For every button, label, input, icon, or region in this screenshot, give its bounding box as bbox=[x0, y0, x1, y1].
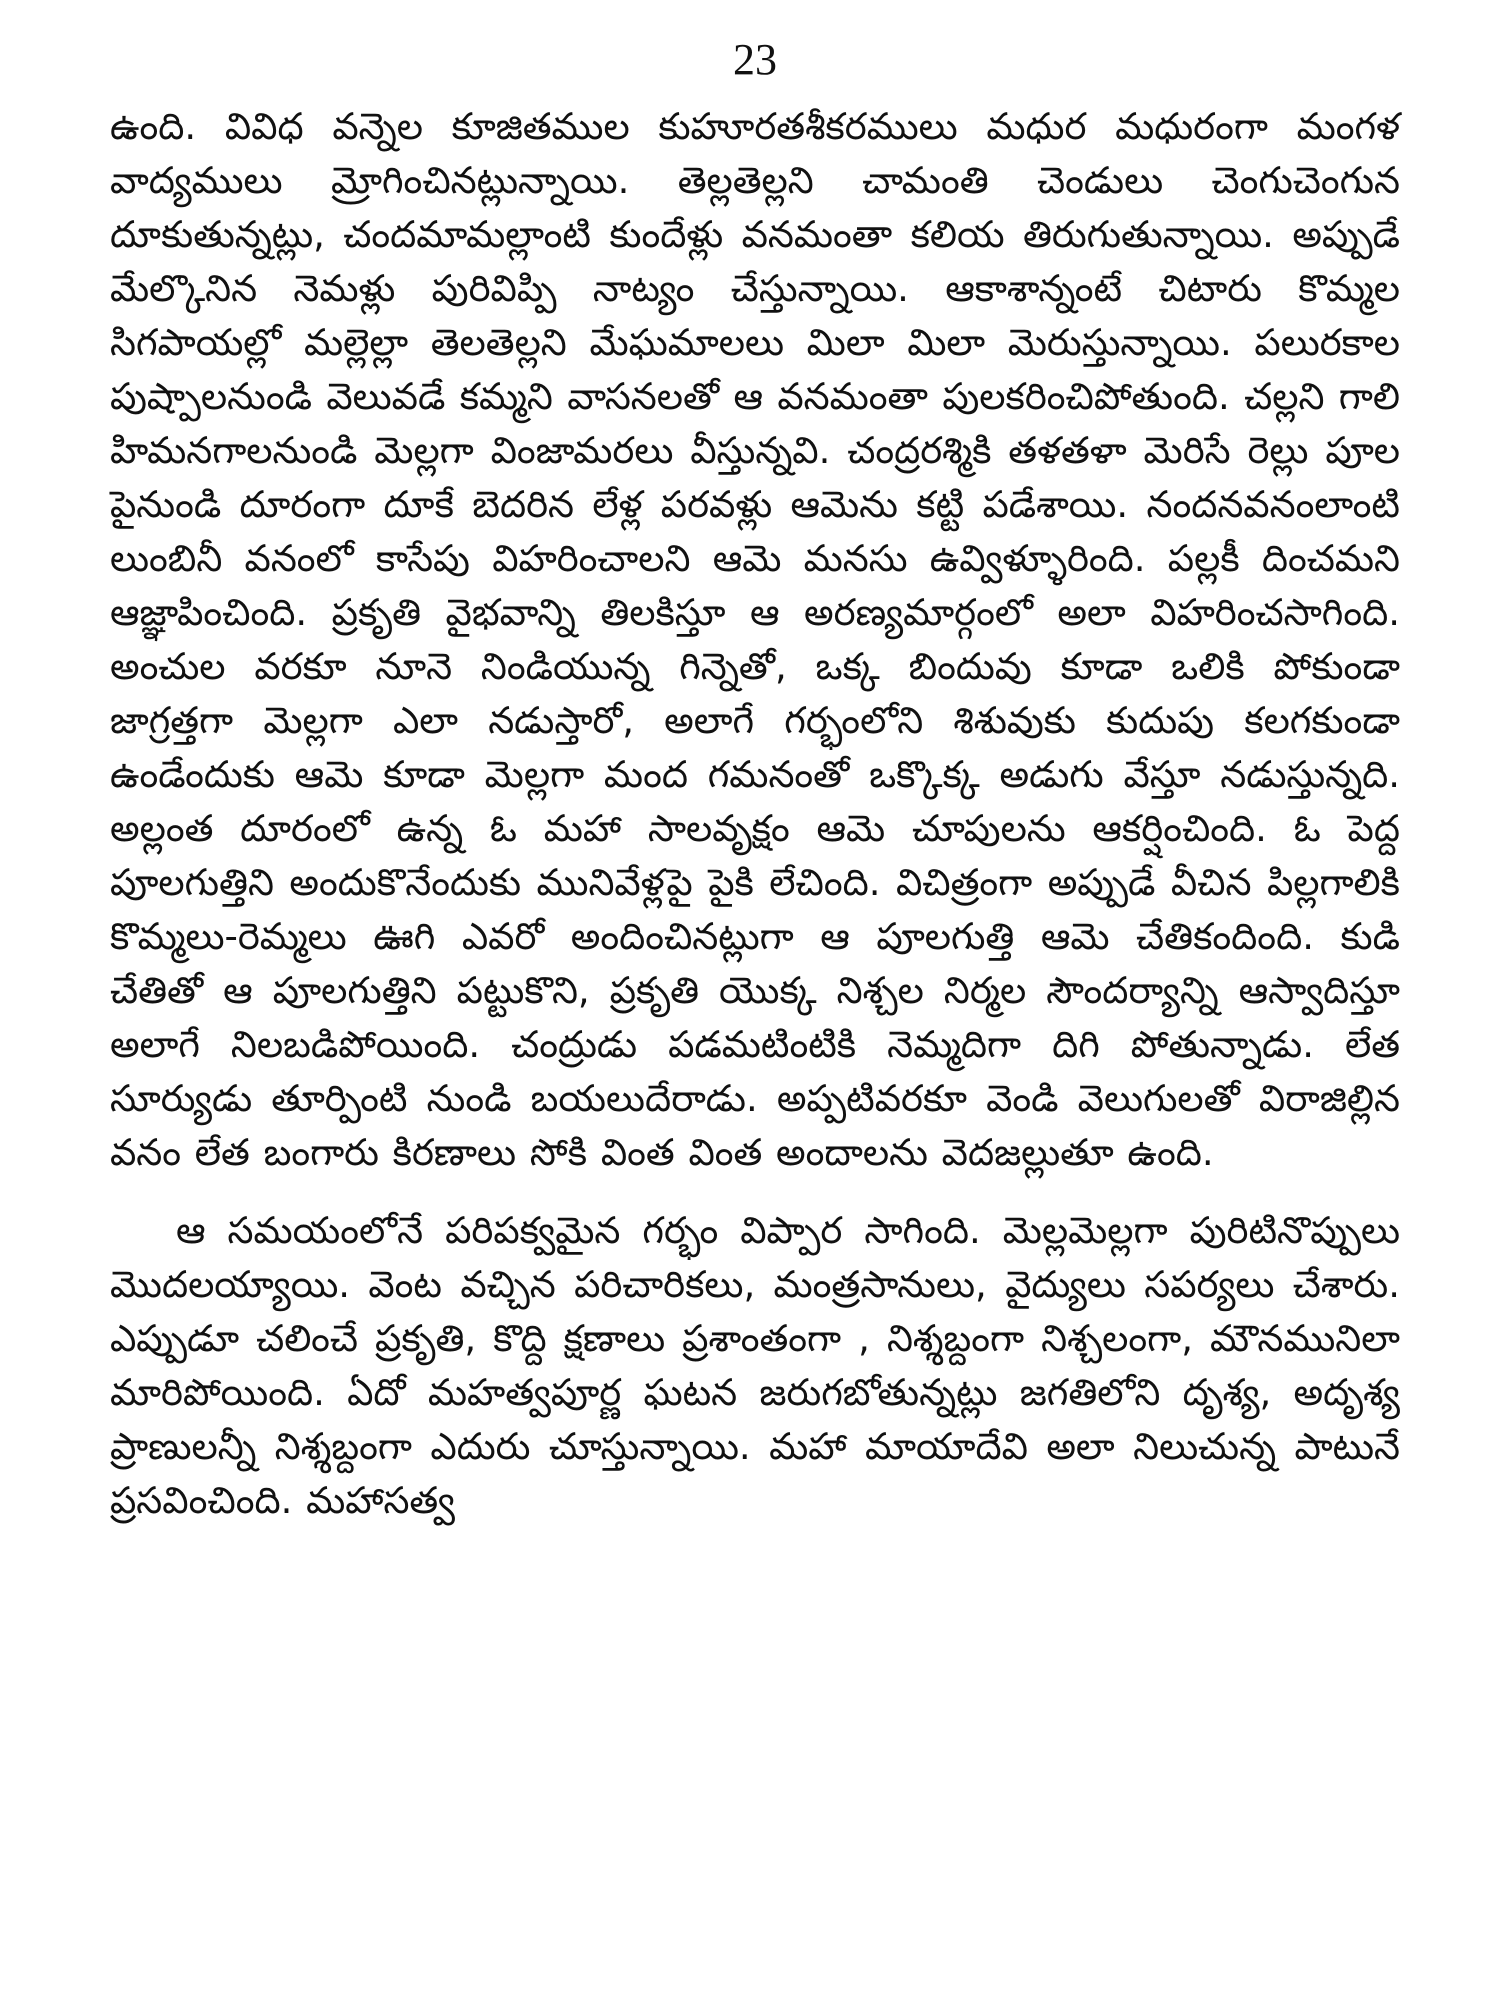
paragraph-2: ఆ సమయంలోనే పరిపక్వమైన గర్భం విప్పార సాగింది. మెల్లమెల్లగా పురిటినొప్పులు మొదలయ్యాయి. వెంట వచ్చిన పరిచారికలు, మంత్రసానులు, వైద్యులు సపర్యలు చేశారు. ఎప్పుడూ చలించే ప్రకృతి, కొద్ది క్షణాలు ప్రశాంతంగా , నిశ్శబ్దంగా నిశ్చలంగా, మౌనమునిలా మారిపోయింది. ఏదో మహత్వపూర్ణ ఘటన జరుగబోతున్నట్లు జగతిలోని దృశ్య, అదృశ్య ప్రాణులన్నీ నిశ్శబ్దంగా ఎదురు చూస్తున్నాయి. మహా మాయాదేవి అలా నిలుచున్న పాటునే ప్రసవించింది. మహాసత్వ bbox=[110, 1209, 1400, 1522]
page-number: 23 bbox=[733, 35, 777, 84]
paragraph-1: ఉంది. వివిధ వన్నెల కూజితముల కుహూరతశీకరములు మధుర మధురంగా మంగళ వాద్యములు మ్రోగించినట్లున్నాయి. తెల్లతెల్లని చామంతి చెండులు చెంగుచెంగున దూకుతున్నట్లు, చందమామల్లాంటి కుందేళ్లు వనమంతా కలియ తిరుగుతున్నాయి. అప్పుడే మేల్కొనిన నెమళ్లు పురివిప్పి నాట్యం చేస్తున్నాయి. ఆకాశాన్నంటే చిటారు కొమ్మల సిగపాయల్లో మల్లెల్లా తెలతెల్లని మేఘమాలలు మిలా మిలా మెరుస్తున్నాయి. పలురకాల పుష్పాలనుండి వెలువడే కమ్మని వాసనలతో ఆ వనమంతా పులకరించిపోతుంది. చల్లని గాలి హిమనగాలనుండి మెల్లగా వింజామరలు వీస్తున్నవి. చంద్రరశ్మికి తళతళా మెరిసే రెల్లు పూల పైనుండి దూరంగా దూకే బెదరిన లేళ్ల పరవళ్లు ఆమెను కట్టి పడేశాయి. నందనవనంలాంటి లుంబినీ వనంలో కాసేపు విహరించాలని ఆమె మనసు ఉవ్విళ్ళూరింది. పల్లకీ దించమని ఆజ్ఞాపించింది. ప్రకృతి వైభవాన్ని తిలకిస్తూ ఆ అరణ్యమార్గంలో అలా విహరించసాగింది. అంచుల వరకూ నూనె నిండియున్న గిన్నెతో, ఒక్క బిందువు కూడా ఒలికి పోకుండా జాగ్రత్తగా మెల్లగా ఎలా నడుస్తారో, అలాగే గర్భంలోని శిశువుకు కుదుపు కలగకుండా ఉండేందుకు ఆమె కూడా మెల్లగా మంద గమనంతో ఒక్కొక్క అడుగు వేస్తూ నడుస్తున్నది. అల్లంత దూరంలో ఉన్న ఓ మహా సాలవృక్షం ఆమె చూపులను ఆకర్షించింది. ఓ పెద్ద పూలగుత్తిని అందుకొనేందుకు మునివేళ్లపై పైకి లేచింది. విచిత్రంగా అప్పుడే వీచిన పిల్లగాలికి కొమ్మలు-రెమ్మలు ఊగి ఎవరో అందించినట్లుగా ఆ పూలగుత్తి ఆమె చేతికందింది. కుడి చేతితో ఆ పూలగుత్తిని పట్టుకొని, ప్రకృతి యొక్క నిశ్చల నిర్మల సౌందర్యాన్ని ఆస్వాదిస్తూ అలాగే నిలబడిపోయింది. చంద్రుడు పడమటింటికి నెమ్మదిగా దిగి పోతున్నాడు. లేత సూర్యుడు తూర్పింటి నుండి బయలుదేరాడు. అప్పటివరకూ వెండి వెలుగులతో విరాజిల్లిన వనం లేత బంగారు కిరణాలు సోకి వింత వింత అందాలను వెదజల్లుతూ ఉంది. bbox=[110, 105, 1400, 1174]
